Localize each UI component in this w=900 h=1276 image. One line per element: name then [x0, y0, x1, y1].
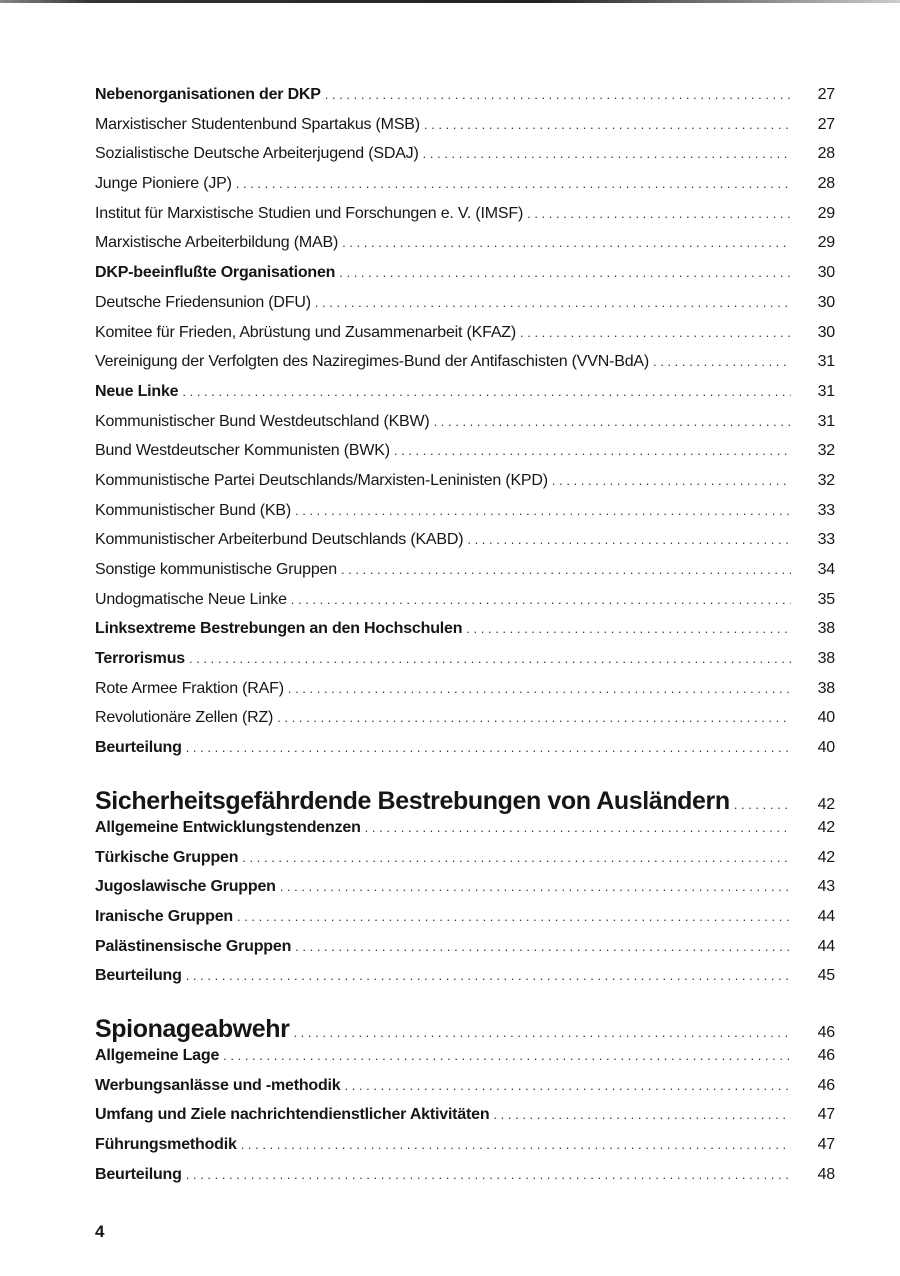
toc-entry-label: Iranische Gruppen [95, 907, 233, 925]
toc-entry-page: 47 [817, 1136, 835, 1153]
toc-entry-page: 31 [817, 412, 835, 430]
dot-leader [277, 710, 791, 725]
dot-leader [434, 414, 791, 429]
dot-leader [295, 939, 791, 954]
toc-item-entry [95, 294, 835, 324]
toc-entry-label: Marxistische Arbeiterbildung (MAB) [95, 234, 339, 252]
dot-leader [527, 206, 791, 221]
toc-entry-page: 42 [817, 848, 835, 866]
toc-section-entry [95, 86, 835, 116]
dot-leader [365, 820, 791, 835]
toc-item-entry [95, 145, 835, 175]
toc-item-entry [95, 324, 835, 354]
toc-section-entry [95, 739, 835, 769]
toc-entry-page: 32 [817, 471, 835, 489]
toc-section-entry [95, 938, 835, 968]
toc-section-entry [95, 967, 835, 997]
dot-leader [493, 1107, 791, 1122]
dot-leader [242, 850, 791, 865]
toc-entry-label: Marxistischer Studentenbund Spartakus (MSB) [95, 115, 420, 133]
toc-entry-page: 31 [817, 382, 835, 400]
scan-top-edge [0, 0, 900, 3]
toc-entry-label: Kommunistische Partei Deutschlands/Marxisten-Leninisten (KPD) [95, 471, 548, 489]
dot-leader [315, 295, 791, 310]
toc-item-entry [95, 561, 835, 591]
toc-chapter-entry [95, 787, 835, 819]
toc-entry-page: 38 [817, 679, 835, 697]
toc-entry-label: Sozialistische Deutsche Arbeiterjugend (SDAJ) [95, 145, 419, 163]
dot-leader [236, 176, 791, 191]
toc-entry-page: 27 [817, 86, 835, 103]
dot-leader [345, 1078, 792, 1093]
toc-entry-page: 38 [817, 650, 835, 668]
dot-leader [394, 443, 791, 458]
toc-section-entry [95, 383, 835, 413]
toc-item-entry [95, 531, 835, 561]
table-of-contents [95, 86, 835, 1195]
toc-entry-label: Komitee für Frieden, Abrüstung und Zusammenarbeit (KFAZ) [95, 323, 516, 341]
toc-entry-page: 47 [817, 1106, 835, 1124]
toc-entry-label: Sonstige kommunistische Gruppen [95, 561, 337, 578]
dot-leader [189, 651, 791, 666]
dot-leader [241, 1137, 791, 1152]
toc-entry-label: Deutsche Friedensunion (DFU) [95, 293, 311, 311]
toc-entry-page: 35 [817, 590, 835, 608]
toc-entry-page: 30 [817, 264, 835, 282]
toc-section-entry [95, 650, 835, 680]
toc-entry-label: Terrorismus [95, 650, 185, 668]
toc-entry-label: Jugoslawische Gruppen [95, 878, 276, 896]
toc-item-entry [95, 353, 835, 383]
dot-leader [280, 879, 791, 894]
toc-section-entry [95, 1166, 835, 1196]
toc-entry-label: Revolutionäre Zellen (RZ) [95, 709, 274, 727]
toc-entry-page: 30 [817, 293, 835, 311]
toc-entry-page: 45 [817, 967, 835, 985]
toc-entry-label: Sicherheitsgefährdende Bestrebungen von Ausländern [95, 786, 730, 815]
toc-entry-label: Palästinensische Gruppen [95, 937, 292, 955]
dot-leader [325, 87, 791, 102]
toc-entry-page: 44 [817, 907, 835, 925]
toc-entry-page: 38 [817, 620, 835, 638]
dot-leader [182, 384, 791, 399]
toc-section-entry [95, 1106, 835, 1136]
toc-entry-label: Rote Armee Fraktion (RAF) [95, 679, 284, 697]
toc-section-entry [95, 819, 835, 849]
toc-item-entry [95, 234, 835, 264]
toc-entry-page: 42 [817, 795, 835, 813]
toc-entry-label: Spionageabwehr [95, 1014, 290, 1043]
dot-leader [342, 235, 791, 250]
toc-entry-label: Beurteilung [95, 1165, 182, 1183]
toc-entry-label: Führungsmethodik [95, 1136, 237, 1153]
toc-item-entry [95, 116, 835, 146]
toc-chapter-entry [95, 1015, 835, 1047]
toc-entry-page: 33 [817, 501, 835, 519]
toc-entry-label: Türkische Gruppen [95, 848, 239, 866]
toc-item-entry [95, 472, 835, 502]
toc-entry-label: Allgemeine Lage [95, 1046, 220, 1064]
toc-section-entry [95, 908, 835, 938]
toc-section-entry [95, 264, 835, 294]
dot-leader [339, 265, 791, 280]
dot-leader [186, 968, 791, 983]
toc-entry-page: 33 [817, 531, 835, 549]
toc-entry-label: Allgemeine Entwicklungstendenzen [95, 818, 361, 836]
dot-leader [186, 740, 791, 755]
toc-item-entry [95, 442, 835, 472]
dot-leader [734, 797, 791, 812]
dot-leader [552, 473, 791, 488]
dot-leader [291, 592, 791, 607]
toc-entry-page: 31 [817, 353, 835, 371]
dot-leader [295, 503, 791, 518]
dot-leader [223, 1048, 791, 1063]
toc-entry-label: Kommunistischer Arbeiterbund Deutschlands (KABD) [95, 531, 464, 549]
toc-entry-label: Linksextreme Bestrebungen an den Hochschulen [95, 620, 463, 638]
toc-section-entry [95, 1077, 835, 1107]
toc-entry-page: 46 [817, 1076, 835, 1094]
toc-entry-page: 27 [817, 115, 835, 133]
dot-leader [293, 1025, 791, 1040]
dot-leader [466, 621, 791, 636]
toc-section-entry [95, 1136, 835, 1166]
toc-entry-label: Umfang und Ziele nachrichtendienstlicher Aktivitäten [95, 1106, 490, 1124]
toc-entry-page: 46 [817, 1023, 835, 1041]
toc-item-entry [95, 502, 835, 532]
toc-entry-page: 43 [817, 878, 835, 896]
toc-section-entry [95, 1047, 835, 1077]
toc-entry-label: Bund Westdeutscher Kommunisten (BWK) [95, 442, 390, 460]
toc-entry-label: Werbungsanlässe und -methodik [95, 1076, 341, 1094]
toc-entry-label: Neue Linke [95, 382, 179, 400]
dot-leader [520, 325, 791, 340]
toc-entry-page: 46 [817, 1046, 835, 1064]
toc-entry-label: Nebenorganisationen der DKP [95, 86, 321, 103]
dot-leader [186, 1167, 791, 1182]
dot-leader [341, 562, 791, 577]
toc-entry-page: 29 [817, 204, 835, 222]
toc-item-entry [95, 175, 835, 205]
toc-entry-page: 48 [817, 1165, 835, 1183]
dot-leader [423, 146, 791, 161]
toc-section-entry [95, 849, 835, 879]
toc-entry-label: Kommunistischer Bund Westdeutschland (KBW) [95, 412, 430, 430]
dot-leader [467, 532, 791, 547]
toc-section-entry [95, 878, 835, 908]
toc-item-entry [95, 413, 835, 443]
toc-entry-label: Vereinigung der Verfolgten des Naziregimes-Bund der Antifaschisten (VVN-BdA) [95, 353, 649, 371]
toc-entry-label: Junge Pioniere (JP) [95, 175, 232, 193]
toc-entry-page: 29 [817, 234, 835, 252]
toc-section-entry [95, 620, 835, 650]
toc-entry-label: Kommunistischer Bund (KB) [95, 501, 291, 519]
toc-entry-label: Institut für Marxistische Studien und Forschungen e. V. (IMSF) [95, 204, 524, 222]
dot-leader [288, 681, 791, 696]
toc-entry-page: 34 [817, 561, 835, 578]
toc-entry-page: 40 [817, 709, 835, 727]
toc-entry-label: DKP-beeinflußte Organisationen [95, 264, 336, 282]
dot-leader [237, 909, 791, 924]
toc-entry-label: Undogmatische Neue Linke [95, 590, 287, 608]
toc-entry-label: Beurteilung [95, 967, 182, 985]
dot-leader [424, 117, 791, 132]
toc-entry-page: 44 [817, 937, 835, 955]
page-number: 4 [95, 1222, 105, 1241]
toc-entry-page: 28 [817, 175, 835, 193]
dot-leader [653, 354, 791, 369]
toc-entry-page: 32 [817, 442, 835, 460]
toc-entry-page: 30 [817, 323, 835, 341]
toc-item-entry [95, 205, 835, 235]
toc-entry-page: 40 [817, 739, 835, 757]
toc-item-entry [95, 591, 835, 621]
toc-entry-label: Beurteilung [95, 739, 182, 757]
toc-entry-page: 42 [817, 818, 835, 836]
toc-item-entry [95, 709, 835, 739]
toc-entry-page: 28 [817, 145, 835, 163]
toc-item-entry [95, 680, 835, 710]
